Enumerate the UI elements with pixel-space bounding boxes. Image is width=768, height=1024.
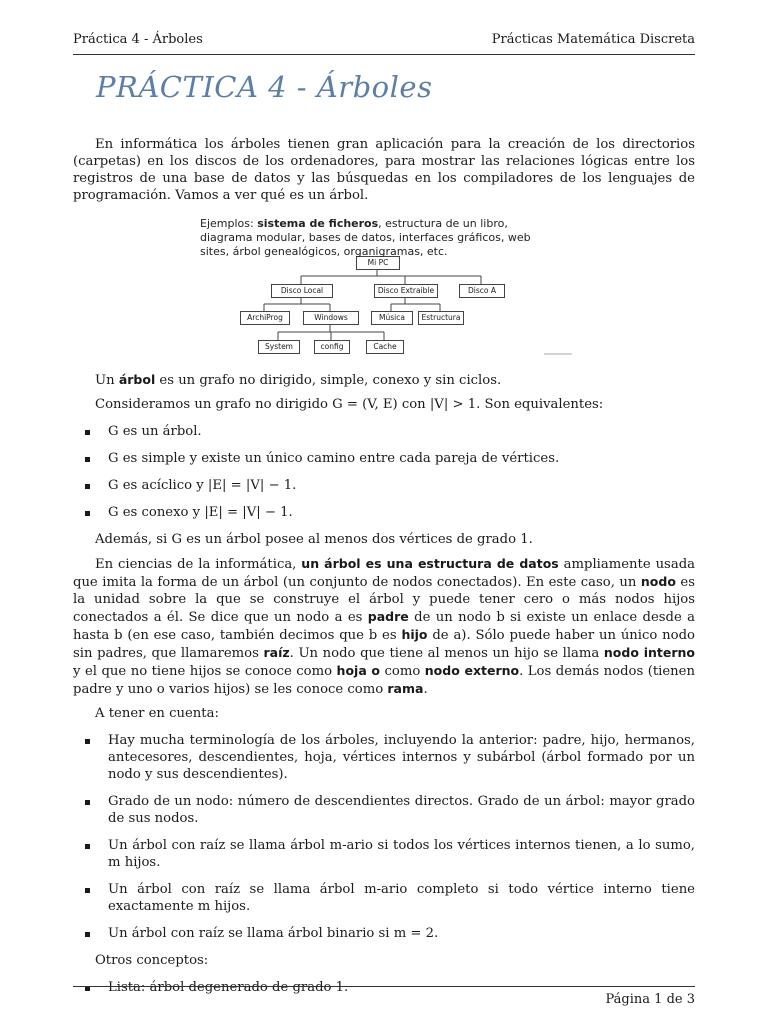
list-item: Un árbol con raíz se llama árbol m-ario si todos los vértices internos tienen, a lo sumo, m hijos. bbox=[73, 837, 695, 871]
tree-node-root: Mi PC bbox=[356, 256, 400, 270]
tree-node-estructura: Estructura bbox=[418, 311, 464, 325]
tree-node-local: Disco Local bbox=[271, 284, 333, 298]
equivalents-list bbox=[73, 423, 695, 521]
page-footer: Página 1 de 3 bbox=[605, 992, 695, 1007]
list-item: G es conexo y |E| = |V| − 1. bbox=[73, 504, 695, 521]
tree-node-system: System bbox=[258, 340, 300, 354]
list-item: Grado de un nodo: número de descendientes directos. Grado de un árbol: mayor grado de sus nodos. bbox=[73, 793, 695, 827]
header-left: Práctica 4 - Árboles bbox=[73, 32, 203, 47]
equivalence-intro: Consideramos un grafo no dirigido G = (V, E) con |V| > 1. Son equivalentes: bbox=[95, 397, 604, 412]
tree-node-extraible: Disco Extraible bbox=[374, 284, 438, 298]
tree-node-archiprog: ArchiProg bbox=[240, 311, 290, 325]
footer-rule bbox=[73, 986, 695, 987]
list-item: Un árbol con raíz se llama árbol m-ario completo si todo vértice interno tiene exactamente m hijos. bbox=[73, 881, 695, 915]
tree-definition: Un árbol es un grafo no dirigido, simple, conexo y sin ciclos. bbox=[95, 372, 502, 388]
figure-caption: Ejemplos: sistema de ficheros, estructura de un libro, diagrama modular, bases de datos, interfaces gráficos, web sites, árbol genealógicos, organigramas, etc. bbox=[200, 217, 531, 258]
header-right: Prácticas Matemática Discreta bbox=[491, 32, 695, 47]
list-item: G es simple y existe un único camino entre cada pareja de vértices. bbox=[73, 450, 695, 467]
document-body-continued bbox=[73, 371, 695, 1006]
tree-node-disco-a: Disco A bbox=[459, 284, 505, 298]
tree-node-musica: Música bbox=[371, 311, 413, 325]
list-item: Lista: árbol degenerado de grado 1. bbox=[73, 979, 695, 996]
list-item: G es un árbol. bbox=[73, 423, 695, 440]
list-item: Un árbol con raíz se llama árbol binario si m = 2. bbox=[73, 925, 695, 942]
data-structure-paragraph: En ciencias de la informática, un árbol es una estructura de datos ampliamente usada que imita la forma de un árbol (un conjunto de nodos conectados). En este caso, un nodo es la unidad sobre la que se construye el árbol y puede tener cero o más nodos hijos conectados a él. Se dice que un nodo a es padre de un nodo b si existe un enlace desde a hasta b (en ese caso, también decimos que b es hijo de a). Sólo puede haber un único nodo sin padres, que llamaremos raíz. Un nodo que tiene al menos un hijo se llama nodo interno y el que no tiene hijos se conoce como hoja o como nodo externo. Los demás nodos (tienen padre y uno o varios hijos) se les conoce como rama. bbox=[73, 556, 695, 697]
header-rule bbox=[73, 54, 695, 55]
tree-node-config: config bbox=[314, 340, 350, 354]
notes-list bbox=[73, 732, 695, 942]
page-header bbox=[73, 32, 695, 52]
tree-node-windows: Windows bbox=[303, 311, 359, 325]
document-body bbox=[73, 136, 695, 211]
otros-list bbox=[73, 979, 695, 996]
page-title: PRÁCTICA 4 - Árboles bbox=[96, 70, 433, 104]
otros-heading: Otros conceptos: bbox=[95, 953, 209, 968]
tener-cuenta-heading: A tener en cuenta: bbox=[95, 706, 219, 721]
tree-node-cache: Cache bbox=[366, 340, 404, 354]
ademas-paragraph: Además, si G es un árbol posee al menos dos vértices de grado 1. bbox=[95, 532, 533, 547]
list-item: G es acíclico y |E| = |V| − 1. bbox=[73, 477, 695, 494]
intro-paragraph: En informática los árboles tienen gran aplicación para la creación de los directorios (carpetas) en los discos de los ordenadores, para mostrar las relaciones lógicas entre los registros de una base de datos y las búsquedas en los compiladores de los lenguajes de programación. Vamos a ver qué es un árbol. bbox=[73, 137, 695, 203]
list-item: Hay mucha terminología de los árboles, incluyendo la anterior: padre, hijo, hermanos, antecesores, descendientes, hoja, vértices internos y subárbol (árbol formado por un nodo y sus descendientes). bbox=[73, 732, 695, 783]
